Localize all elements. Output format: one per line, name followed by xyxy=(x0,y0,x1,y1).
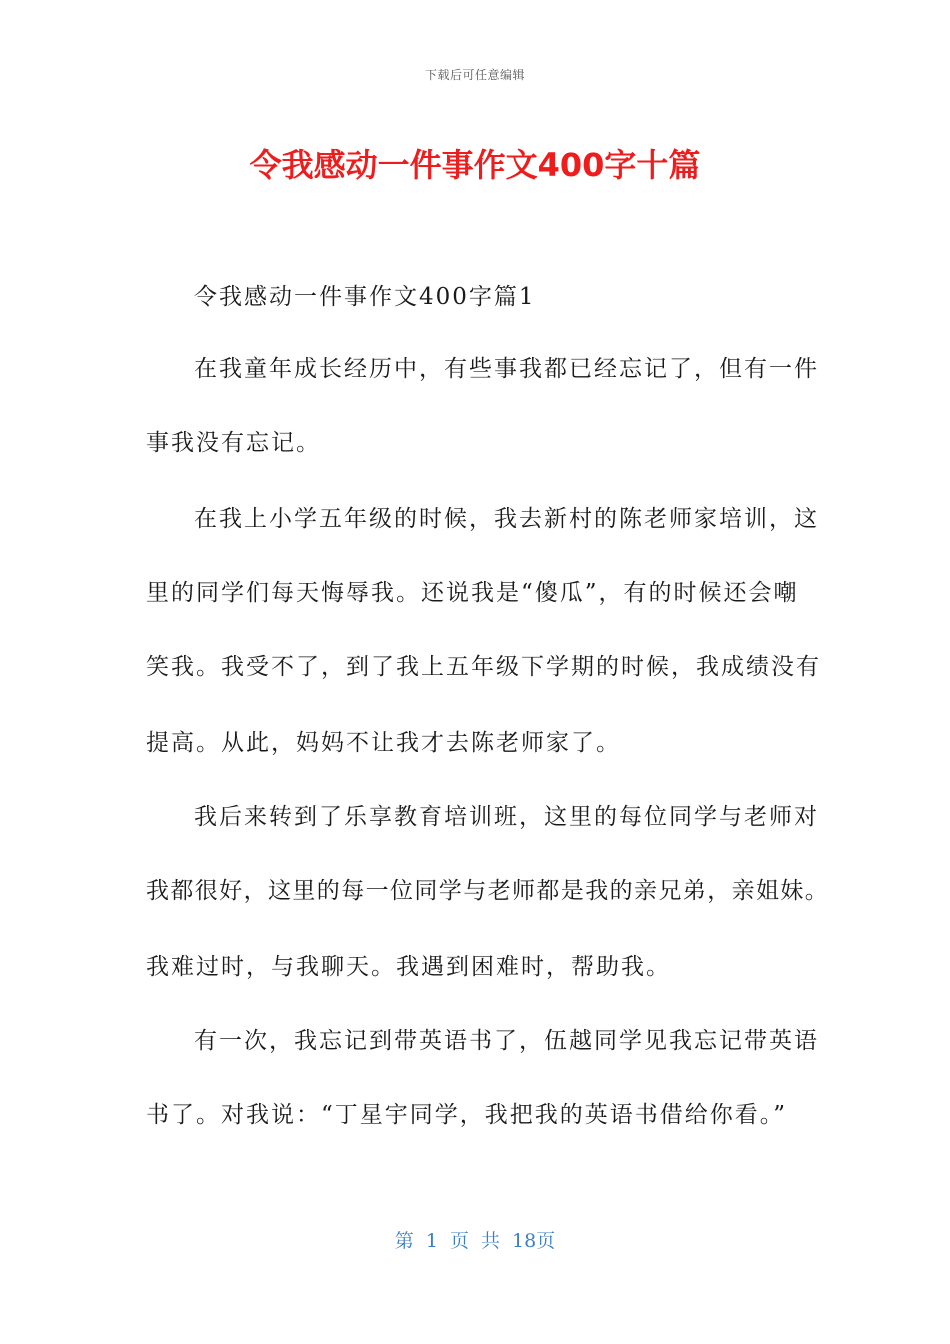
section-heading: 令我感动一件事作文400字篇1 xyxy=(194,284,536,310)
body-line: 书了。对我说：“丁星宇同学，我把我的英语书借给你看。” xyxy=(146,1102,788,1128)
body-line: 笑我。我受不了，到了我上五年级下学期的时候，我成绩没有 xyxy=(146,654,821,680)
body-line: 里的同学们每天悔辱我。还说我是“傻瓜”，有的时候还会嘲 xyxy=(146,580,799,606)
body-line: 我难过时，与我聊天。我遇到困难时，帮助我。 xyxy=(146,954,671,980)
body-line: 事我没有忘记。 xyxy=(146,430,321,456)
page-number: 第 1 页 共 18页 xyxy=(394,1230,556,1252)
body-line: 提高。从此，妈妈不让我才去陈老师家了。 xyxy=(146,730,621,756)
body-line: 我后来转到了乐享教育培训班，这里的每位同学与老师对 xyxy=(194,804,819,830)
document-title: 令我感动一件事作文400字十篇 xyxy=(249,146,701,184)
body-line: 有一次，我忘记到带英语书了，伍越同学见我忘记带英语 xyxy=(194,1028,819,1054)
body-line: 在我童年成长经历中，有些事我都已经忘记了，但有一件 xyxy=(194,356,819,382)
header-note: 下载后可任意编辑 xyxy=(424,68,525,82)
body-line: 在我上小学五年级的时候，我去新村的陈老师家培训，这 xyxy=(194,506,819,532)
body-line: 我都很好，这里的每一位同学与老师都是我的亲兄弟，亲姐妹。 xyxy=(146,878,830,904)
